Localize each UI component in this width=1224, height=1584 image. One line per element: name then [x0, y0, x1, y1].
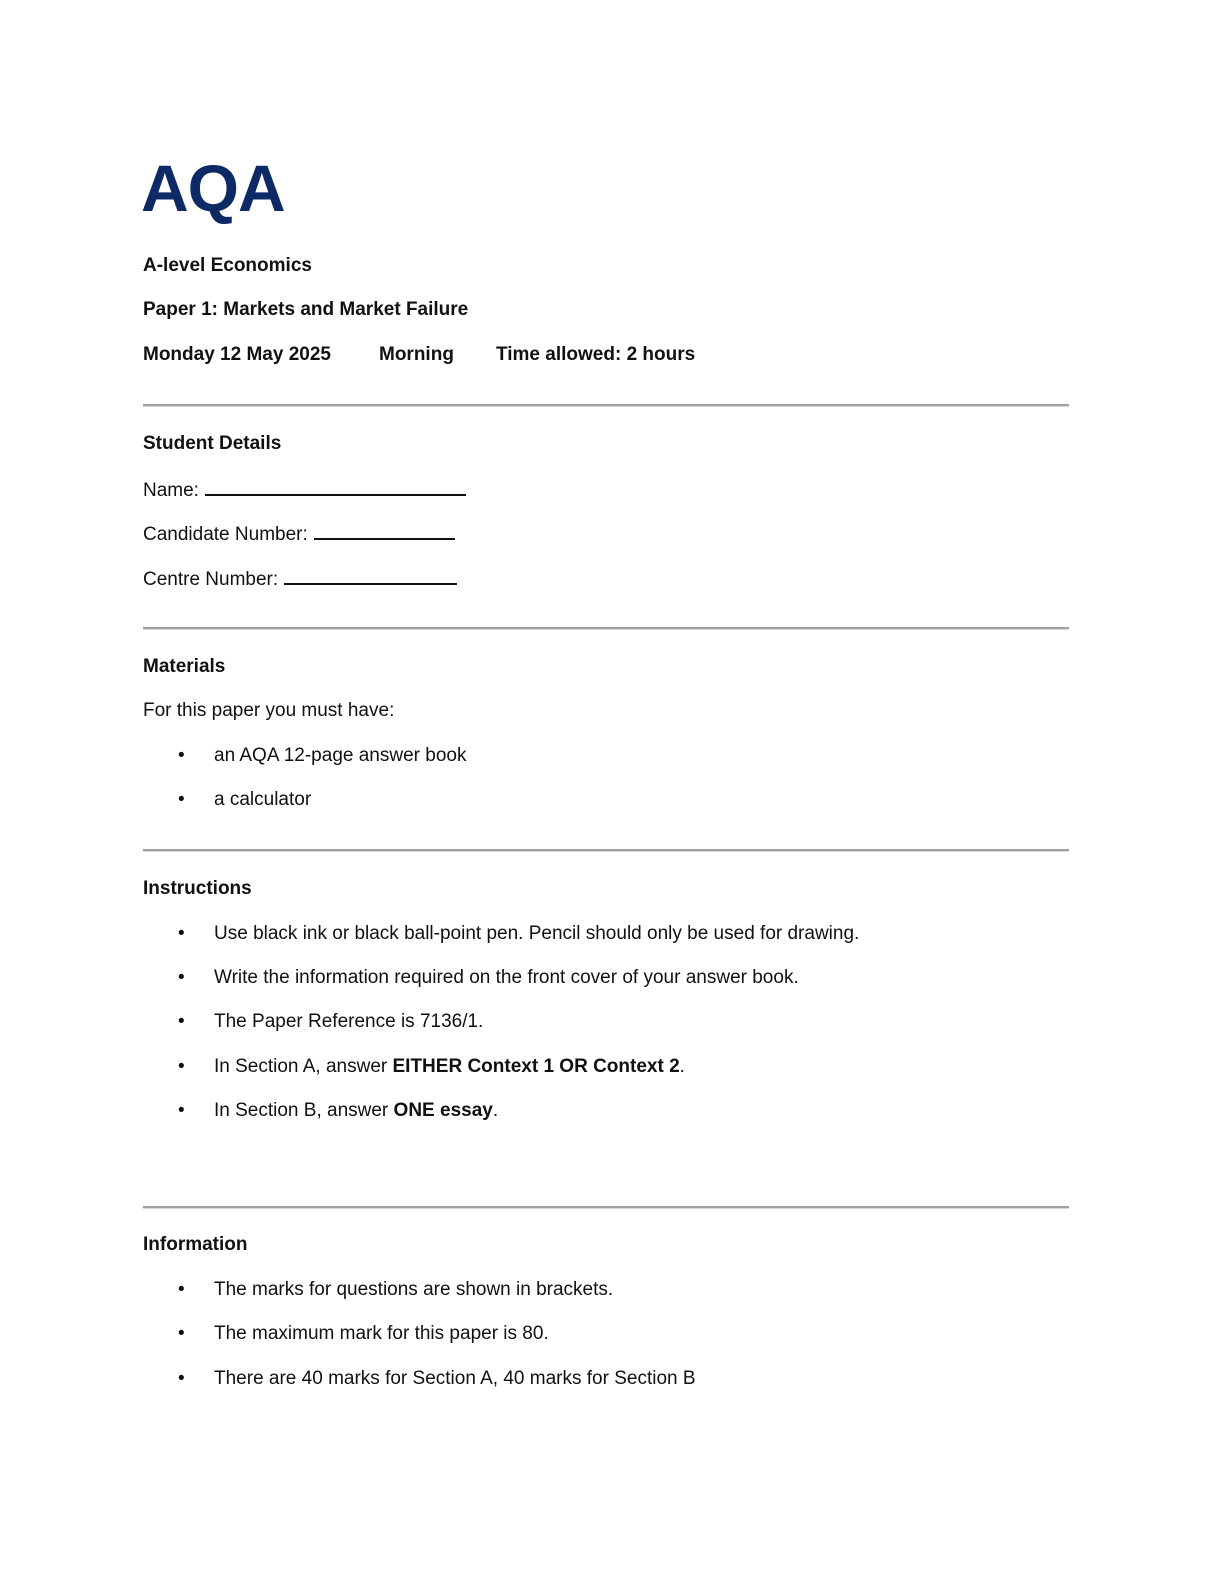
name-label: Name: — [143, 480, 199, 501]
bullet-icon: • — [178, 1368, 185, 1389]
text: . — [492, 1100, 499, 1121]
list-item: Write the information required on the front cover of your answer book. — [214, 967, 799, 988]
bullet-icon: • — [178, 1011, 185, 1032]
instructions-heading: Instructions — [143, 878, 252, 899]
candidate-number-field[interactable] — [143, 522, 455, 546]
bullet-icon: • — [178, 1323, 185, 1344]
bullet-icon: • — [178, 1279, 185, 1300]
centre-number-blank[interactable] — [284, 567, 457, 585]
bullet-icon: • — [178, 789, 185, 810]
information-heading: Information — [143, 1234, 248, 1255]
student-details-heading: Student Details — [143, 433, 282, 454]
divider — [143, 404, 1069, 407]
bullet-icon: • — [178, 1100, 185, 1121]
bullet-icon: • — [178, 923, 185, 944]
centre-number-field[interactable] — [143, 567, 457, 591]
list-item — [214, 1100, 498, 1122]
divider — [143, 1206, 1069, 1209]
divider — [143, 627, 1069, 630]
exam-date: Monday 12 May 2025 — [143, 344, 331, 365]
text: . — [679, 1056, 685, 1077]
exam-session: Morning — [379, 344, 454, 365]
list-item: Use black ink or black ball-point pen. Pencil should only be used for drawing. — [214, 923, 860, 944]
aqa-logo: AQA — [141, 151, 285, 225]
candidate-number-blank[interactable] — [314, 522, 455, 540]
list-item: a calculator — [214, 789, 312, 810]
emphasis: EITHER Context 1 OR Context 2 — [392, 1056, 680, 1077]
text: In Section A, answer — [214, 1056, 393, 1077]
list-item: The marks for questions are shown in brackets. — [214, 1279, 614, 1300]
bullet-icon: • — [178, 1056, 185, 1077]
emphasis: ONE essay — [393, 1100, 493, 1121]
name-blank[interactable] — [205, 478, 466, 496]
list-item: The Paper Reference is 7136/1. — [214, 1011, 484, 1032]
list-item: There are 40 marks for Section A, 40 marks for Section B — [214, 1368, 696, 1389]
list-item — [214, 1056, 685, 1078]
bullet-icon: • — [178, 745, 185, 766]
materials-heading: Materials — [143, 656, 226, 677]
subject-title: A-level Economics — [143, 255, 312, 276]
divider — [143, 849, 1069, 852]
time-allowed: Time allowed: 2 hours — [496, 344, 696, 365]
text: In Section B, answer — [214, 1100, 394, 1121]
candidate-number-label: Candidate Number: — [143, 524, 308, 545]
name-field[interactable] — [143, 478, 466, 502]
paper-title: Paper 1: Markets and Market Failure — [143, 299, 469, 320]
bullet-icon: • — [178, 967, 185, 988]
list-item: an AQA 12-page answer book — [214, 745, 467, 766]
list-item: The maximum mark for this paper is 80. — [214, 1323, 549, 1344]
materials-intro: For this paper you must have: — [143, 700, 395, 721]
centre-number-label: Centre Number: — [143, 569, 279, 590]
